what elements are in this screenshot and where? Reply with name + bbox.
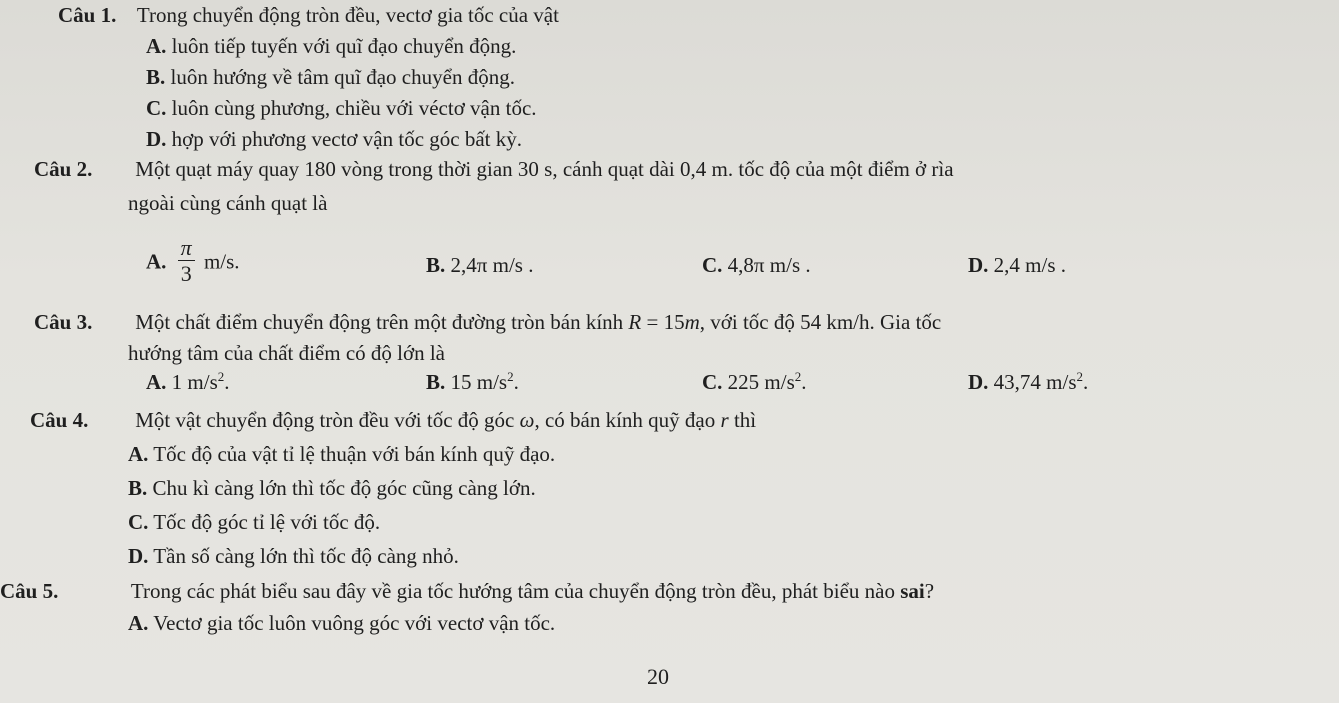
page-number: 20 — [647, 664, 669, 689]
question-4-label: Câu 4. — [30, 408, 89, 432]
question-1-option-b: B. luôn hướng về tâm quĩ đạo chuyển động. — [146, 65, 515, 89]
question-3-option-b: B. 15 $m/s^2$. — [426, 369, 519, 394]
question-2-option-b: B. 2,4π m/s . — [426, 253, 534, 277]
question-4-option-a: A. Tốc độ của vật tỉ lệ thuận với bán kính quỹ đạo. — [128, 442, 556, 466]
question-2-text: Một quạt máy quay 180 vòng trong thời gian 30 s, cánh quạt dài 0,4 m. tốc độ của một điểm ở rìa — [135, 157, 954, 181]
question-3-label: Câu 3. — [34, 310, 93, 334]
question-1-option-d: D. hợp với phương vectơ vận tốc góc bất kỳ. — [146, 127, 522, 151]
question-1-stem — [58, 2, 559, 28]
radius-symbol: r — [720, 408, 729, 432]
question-1-option-a: A. luôn tiếp tuyến với quĩ đạo chuyển động. — [146, 34, 517, 58]
question-3-stem: Câu 3. Một chất điểm chuyển động trên một đường tròn bán kính R = 15m, với tốc độ 54 km/h. Gia tốc — [34, 310, 942, 334]
question-1-text: Trong chuyển động tròn đều, vectơ gia tốc của vật — [136, 3, 559, 27]
question-2-label: Câu 2. — [34, 157, 93, 181]
omega-symbol: ω — [519, 408, 535, 432]
question-3-stem-continued: hướng tâm của chất điểm có độ lớn là — [128, 341, 445, 365]
question-1-label: Câu 1. — [58, 3, 117, 27]
question-5-option-a: A. Vectơ gia tốc luôn vuông góc với vectơ vận tốc. — [128, 611, 556, 635]
question-2-stem-continued: ngoài cùng cánh quạt là — [128, 191, 328, 215]
question-4-option-d: D. Tần số càng lớn thì tốc độ càng nhỏ. — [128, 544, 459, 568]
question-2-option-d: D. 2,4 m/s . — [968, 253, 1067, 277]
pi-over-3-fraction: $\frac{\pi}{3}$ — [178, 236, 195, 287]
question-3-option-c: C. 225 $m/s^2$. — [702, 369, 807, 394]
question-4-option-c: C. Tốc độ góc tỉ lệ với tốc độ. — [128, 510, 381, 534]
question-5-stem: Câu 5. Trong các phát biểu sau đây về gia tốc hướng tâm của chuyển động tròn đều, phát biểu nào sai? — [0, 579, 935, 603]
question-1-option-c: C. luôn cùng phương, chiều với véctơ vận tốc. — [146, 96, 537, 120]
emphasis-sai: sai — [900, 579, 925, 603]
question-3-option-d: D. 43,74 $m/s^2$. — [968, 369, 1089, 394]
question-2-stem — [34, 156, 954, 182]
question-2-option-a: A. $\frac{\pi}{3}$ m/s. — [146, 235, 240, 286]
question-4-option-b: B. Chu kì càng lớn thì tốc độ góc cũng càng lớn. — [128, 476, 536, 500]
question-3-option-a: A. 1 $m/s^2$. — [146, 369, 230, 394]
question-4-stem: Câu 4. Một vật chuyển động tròn đều với tốc độ góc ω, có bán kính quỹ đạo r thì — [30, 408, 757, 432]
question-5-label: Câu 5. — [0, 579, 59, 603]
question-2-option-c: C. 4,8π m/s . — [702, 253, 811, 277]
